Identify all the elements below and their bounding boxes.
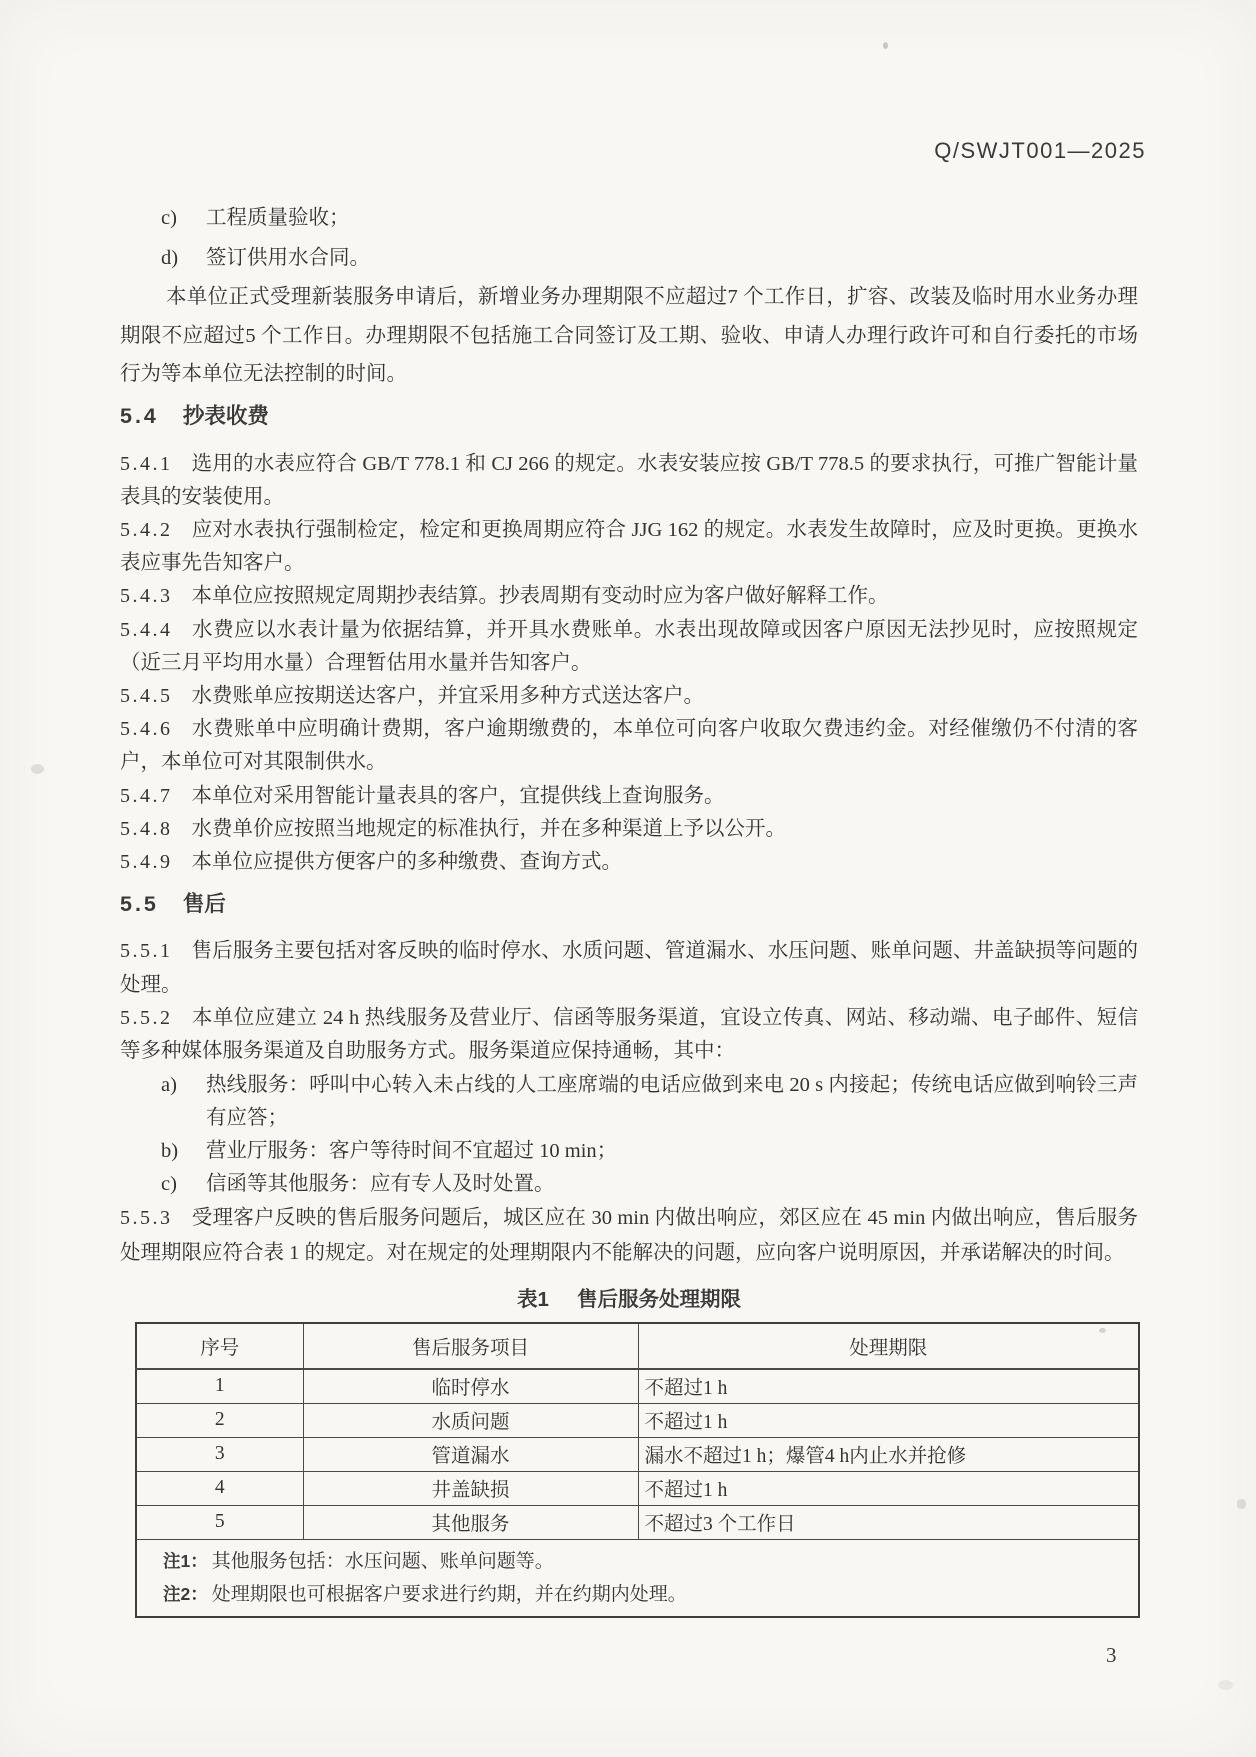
cell-item: 井盖缺损 — [303, 1471, 638, 1505]
clause-text: 水费应以水表计量为依据结算，并开具水费账单。水表出现故障或因客户原因无法抄见时，应按照规定（近三月平均用水量）合理暂估用水量并告知客户。 — [120, 618, 1138, 674]
col-header-seq: 序号 — [136, 1323, 303, 1369]
cell-seq: 4 — [136, 1471, 303, 1505]
clause-text: 应对水表执行强制检定，检定和更换周期应符合 JJG 162 的规定。水表发生故障时，应及时更换。更换水表应事先告知客户。 — [120, 518, 1138, 575]
section-heading-5-5 — [120, 889, 1138, 919]
list-item-text: 签订供用水合同。 — [206, 247, 370, 269]
intro-paragraph: 本单位正式受理新装服务申请后，新增业务办理期限不应超过7 个工作日，扩容、改装及临时用水业务办理期限不应超过5 个工作日。办理期限不包括施工合同签订及工期、验收、申请人办理行政许可和自行委托的市场行为等本单位无法控制的时间。 — [120, 286, 1138, 385]
col-header-period: 处理期限 — [638, 1323, 1139, 1369]
sub-item-c — [120, 1168, 1138, 1201]
cell-item: 其他服务 — [303, 1505, 638, 1539]
clause-5-4-9 — [120, 846, 1138, 879]
note-label: 注1： — [163, 1550, 208, 1571]
clause-5-4-2 — [120, 514, 1138, 580]
table-row — [136, 1369, 1139, 1404]
table-notes-row — [136, 1539, 1139, 1617]
cell-seq: 5 — [136, 1505, 303, 1539]
table-notes-cell — [136, 1539, 1139, 1617]
cell-item: 水质问题 — [303, 1403, 638, 1437]
section-number: 5.4 — [120, 403, 159, 428]
note-text: 其他服务包括：水压问题、账单问题等。 — [211, 1550, 554, 1572]
cell-period: 漏水不超过1 h；爆管4 h内止水并抢修 — [638, 1437, 1139, 1471]
cell-period: 不超过1 h — [638, 1471, 1139, 1505]
page-number: 3 — [1106, 1643, 1117, 1667]
cell-period: 不超过3 个工作日 — [638, 1505, 1139, 1539]
clause-5-5-3 — [120, 1201, 1138, 1272]
clause-text: 受理客户反映的售后服务问题后，城区应在 30 min 内做出响应，郊区应在 45 min 内做出响应，售后服务处理期限应符合表 1 的规定。对在规定的处理期限内不能解决的问题，应向客户说明原因，并承诺解决的时间。 — [120, 1206, 1138, 1265]
clause-number: 5.4.6 — [120, 718, 173, 741]
section-number: 5.5 — [120, 892, 159, 917]
section-title: 售后 — [182, 892, 226, 917]
sub-item-label: b) — [161, 1139, 179, 1162]
clause-5-4-3 — [120, 580, 1138, 613]
table-row — [136, 1403, 1139, 1437]
clause-5-4-4 — [120, 614, 1138, 680]
sub-item-label: c) — [161, 1172, 177, 1195]
clause-number: 5.5.3 — [120, 1206, 173, 1229]
section-5-5-clauses — [120, 935, 1138, 1069]
clause-number: 5.4.9 — [120, 850, 173, 873]
clause-text: 水费账单应按期送达客户，并宜采用多种方式送达客户。 — [191, 684, 704, 707]
note-line-2 — [163, 1578, 1130, 1611]
scan-artifact — [883, 42, 888, 49]
clause-5-4-1 — [120, 448, 1138, 514]
list-item-d — [120, 238, 1138, 278]
list-item-label: c) — [161, 207, 177, 229]
clause-5-4-8 — [120, 813, 1138, 846]
table1-caption — [120, 1287, 1138, 1313]
cell-period: 不超过1 h — [638, 1369, 1139, 1404]
table-row — [136, 1437, 1139, 1471]
clause-number: 5.4.7 — [120, 784, 173, 807]
note-line-1 — [163, 1545, 1130, 1578]
clause-5-5-1 — [120, 935, 1138, 1002]
sub-item-label: a) — [161, 1073, 177, 1096]
sub-item-a — [120, 1069, 1138, 1135]
sub-item-b — [120, 1135, 1138, 1168]
sub-item-text: 营业厅服务：客户等待时间不宜超过 10 min； — [206, 1139, 618, 1162]
table-row — [136, 1505, 1139, 1539]
clause-5-4-5 — [120, 680, 1138, 713]
clause-number: 5.4.2 — [120, 518, 173, 541]
list-item-text: 工程质量验收； — [206, 207, 350, 229]
clause-text: 售后服务主要包括对客反映的临时停水、水质问题、管道漏水、水压问题、账单问题、井盖缺损等问题的处理。 — [120, 940, 1138, 996]
clause-5-5-2 — [120, 1002, 1138, 1069]
table-caption-label: 表1 — [517, 1287, 549, 1311]
table-header-row — [136, 1323, 1139, 1369]
cell-seq: 2 — [136, 1403, 303, 1437]
clause-number: 5.4.3 — [120, 585, 173, 608]
after-sales-service-table — [135, 1322, 1140, 1618]
section-5-4-clauses — [120, 448, 1138, 880]
clause-number: 5.4.8 — [120, 817, 173, 840]
clause-text: 本单位应提供方便客户的多种缴费、查询方式。 — [191, 850, 622, 873]
clause-text: 选用的水表应符合 GB/T 778.1 和 CJ 266 的规定。水表安装应按 GB/T 778.5 的要求执行，可推广智能计量表具的安装使用。 — [120, 452, 1138, 508]
clause-text: 本单位应建立 24 h 热线服务及营业厅、信函等服务渠道，宜设立传真、网站、移动端、电子邮件、短信等多种媒体服务渠道及自助服务方式。服务渠道应保持通畅，其中： — [120, 1006, 1138, 1063]
scan-artifact — [1218, 1680, 1233, 1690]
scan-artifact — [1237, 1499, 1246, 1509]
note-label: 注2： — [163, 1583, 208, 1604]
document-body — [120, 198, 1138, 1618]
sub-item-text: 热线服务：呼叫中心转入未占线的人工座席端的电话应做到来电 20 s 内接起；传统电话应做到响铃三声有应答； — [206, 1073, 1138, 1129]
clause-text: 水费账单中应明确计费期，客户逾期缴费的，本单位可向客户收取欠费违约金。对经催缴仍不付清的客户，本单位可对其限制供水。 — [120, 718, 1138, 774]
list-item-label: d) — [161, 247, 179, 269]
standard-code: Q/SWJT001—2025 — [934, 138, 1146, 163]
clause-5-4-6 — [120, 713, 1138, 779]
clause-number: 5.5.1 — [120, 940, 173, 963]
clause-number: 5.4.4 — [120, 618, 173, 641]
clause-5-4-7 — [120, 780, 1138, 813]
section-heading-5-4 — [120, 401, 1138, 431]
cell-period: 不超过1 h — [638, 1403, 1139, 1437]
cell-seq: 3 — [136, 1437, 303, 1471]
col-header-item: 售后服务项目 — [303, 1323, 638, 1369]
list-item-c — [120, 198, 1138, 238]
cell-item: 管道漏水 — [303, 1437, 638, 1471]
clause-number: 5.4.5 — [120, 684, 173, 707]
clause-text: 本单位应按照规定周期抄表结算。抄表周期有变动时应为客户做好解释工作。 — [191, 585, 889, 608]
clause-text: 水费单价应按照当地规定的标准执行，并在多种渠道上予以公开。 — [191, 817, 786, 840]
clause-number: 5.4.1 — [120, 452, 173, 475]
sub-item-text: 信函等其他服务：应有专人及时处置。 — [206, 1172, 555, 1195]
clause-number: 5.5.2 — [120, 1006, 173, 1029]
cell-item: 临时停水 — [303, 1369, 638, 1404]
cell-seq: 1 — [136, 1369, 303, 1404]
scan-artifact — [31, 764, 44, 774]
clause-text: 本单位对采用智能计量表具的客户，宜提供线上查询服务。 — [191, 784, 725, 807]
note-text: 处理期限也可根据客户要求进行约期，并在约期内处理。 — [211, 1583, 687, 1605]
table-row — [136, 1471, 1139, 1505]
section-title: 抄表收费 — [182, 403, 269, 428]
table-caption-title: 售后服务处理期限 — [576, 1287, 741, 1311]
